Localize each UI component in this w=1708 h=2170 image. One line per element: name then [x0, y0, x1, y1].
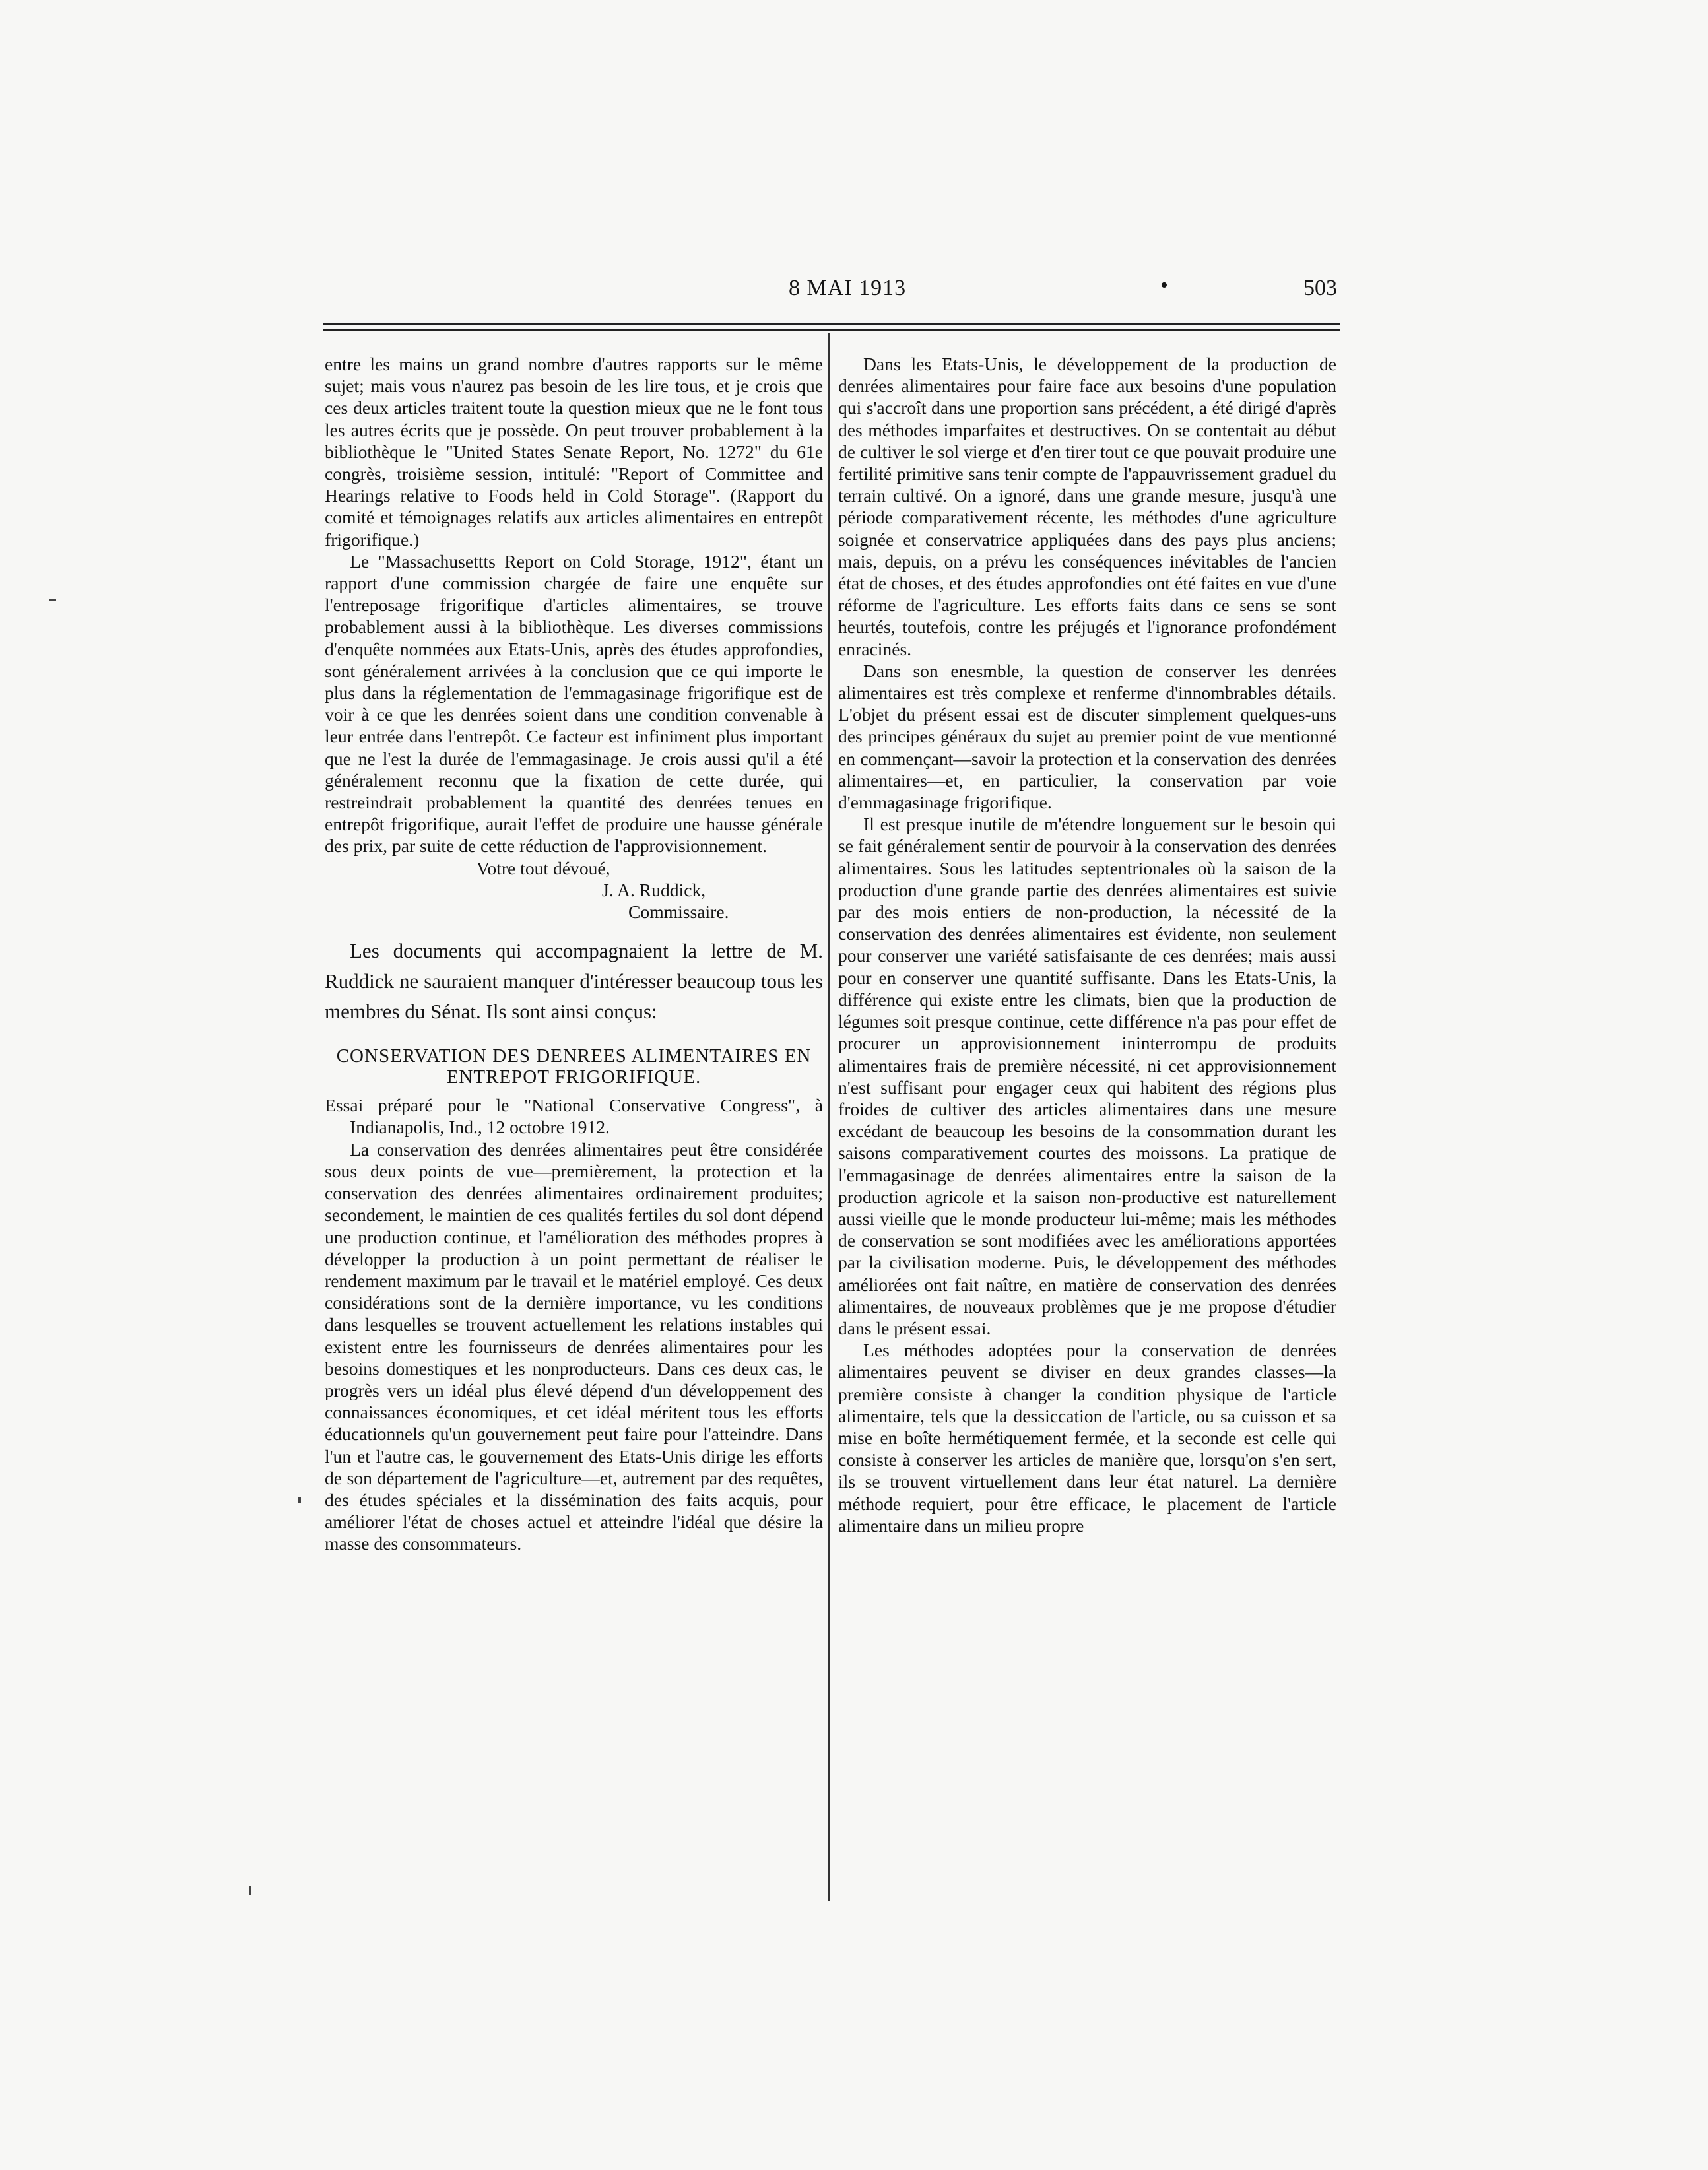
letter-closing: Votre tout dévoué,	[476, 857, 610, 878]
essay-heading: CONSERVATION DES DENREES ALIMENTAIRES EN ENTREPOT FRIGORIFIQUE.	[336, 1045, 812, 1088]
letter-paragraph: entre les mains un grand nombre d'autres rapports sur le même sujet; mais vous n'aurez pas besoin de les lire tous, et je crois que ces deux articles traitent toute la question mieux que ne le font tous les autres écrits que je possède. On peut trouver probablement à la bibliothèque le "United States Senate Report, No. 1272" du 61e congrès, troisième session, intitulé: "Report of Committee and Hearings relative to Foods held in Cold Storage". (Rapport du comité et témoignages relatifs aux articles alimentaires en entrepôt frigorifique.)	[325, 354, 823, 550]
essay-paragraph: Les méthodes adoptées pour la conservation de denrées alimentaires peuvent se diviser en deux grandes classes—la première consiste à changer la condition physique de l'article alimentaire, tels que la dessiccation de l'article, ou sa cuisson et sa mise en boîte hermétiquement fermée, et la seconde est celle qui consiste à conserver les articles de manière que, lorsqu'on s'en sert, ils se trouvent virtuellement dans leur état naturel. La dernière méthode requiert, pour être efficace, le placement de l'article alimentaire dans un milieu propre	[838, 1340, 1336, 1536]
column-divider	[828, 333, 830, 1901]
essay-intro: Essai préparé pour le "National Conservative Congress", à Indianapolis, Ind., 12 octobre 1912.	[325, 1095, 823, 1138]
page-header	[323, 271, 1340, 310]
letter-paragraph: Le "Massachusettts Report on Cold Storage, 1912", étant un rapport d'une commission chargée de faire une enquête sur l'entreposage frigorifique d'articles alimentaires, se trouve probablement aussi à la bibliothèque. Les diverses commissions d'enquête nommées aux Etats-Unis, après des études approfondies, sont généralement arrivées à la conclusion que ce qui importe le plus dans la réglementation de l'emmagasinage frigorifique est de voir à ce que les denrées soient dans une condition convenable à leur entrée dans l'entrepôt. Ce facteur est infiniment plus important que ne l'est la durée de l'emmagasinage. Je crois aussi qu'il a été généralement reconnu que la fixation de cette durée, qui restreindrait probablement la quantité des denrées tenues en entrepôt frigorifique, aurait l'effet de produire une hausse générale des prix, par suite de cette réduction de l'approvisionnement.	[325, 550, 823, 857]
signature-title: Commissaire.	[628, 902, 729, 923]
essay-paragraph: Dans son enesmble, la question de conserver les denrées alimentaires est très complexe et renferme d'innombrables détails. L'objet du présent essai est de discuter simplement quelques-uns des principes généraux du sujet au premier point de vue mentionné en commençant—savoir la protection et la conservation des denrées alimentaires—et, en particulier, la conservation par voie d'emmagasinage frigorifique.	[838, 660, 1336, 813]
left-column	[325, 353, 823, 1901]
margin-mark	[249, 1886, 251, 1895]
margin-mark	[298, 1497, 301, 1503]
header-rule-thick	[323, 329, 1340, 331]
margin-mark	[49, 599, 56, 601]
header-rule-thin	[323, 323, 1340, 325]
header-bullet: •	[1160, 273, 1168, 298]
right-column	[838, 353, 1336, 1901]
page-number: 503	[1303, 276, 1337, 300]
page-date: 8 MAI 1913	[789, 276, 907, 300]
senate-note: Les documents qui accompagnaient la lettre de M. Ruddick ne sauraient manquer d'intéresser beaucoup tous les membres du Sénat. Ils sont ainsi conçus:	[325, 939, 823, 1024]
signature-name: J. A. Ruddick,	[602, 879, 706, 900]
essay-paragraph: Dans les Etats-Unis, le développement de la production de denrées alimentaires pour faire face aux besoins d'une population qui s'accroît dans une proportion sans précédent, a été dirigé d'après des méthodes imparfaites et destructives. On se contentait au début de cultiver le sol vierge et d'en tirer tout ce que pouvait produire une fertilité primitive sans tenir compte de l'appauvrissement graduel du terrain cultivé. On a ignoré, dans une grande mesure, jusqu'à une période comparativement récente, les méthodes d'une agriculture soignée et conservatrice appliquées dans des pays plus anciens; mais, depuis, on a prévu les conséquences inévitables de l'ancien état de choses, et des études approfondies ont été faites en vue d'une réforme de l'agriculture. Les efforts faits dans ce sens se sont heurtés, toutefois, contre les préjugés et l'ignorance profondément enracinés.	[838, 354, 1336, 659]
essay-paragraph: Il est presque inutile de m'étendre longuement sur le besoin qui se fait généralement sentir de pourvoir à la conservation des denrées alimentaires. Sous les latitudes septentrionales où la saison de la production d'une grande partie des denrées alimentaires est suivie par des mois entiers de non-production, la nécessité de la conservation des denrées alimentaires est évidente, non seulement pour conserver une variété satisfaisante de ces denrées; mais aussi pour en conserver une quantité suffisante. Dans les Etats-Unis, la différence qui existe entre les climats, bien que la production de légumes soit presque continue, cette différence n'a pas pour effet de procurer un approvisionnement ininterrompu de produits alimentaires frais de première nécessité, ni cet approvisionnement n'est suffisant pour engager ceux qui habitent des régions plus froides de cultiver des articles alimentaires dans une mesure excédant de beaucoup les besoins de la consommation durant les saisons comparativement courtes des moissons. La pratique de l'emmagasinage de denrées alimentaires entre la saison de la production agricole et la saison non-productive est naturellement aussi vieille que le monde producteur lui-même; mais les méthodes de conservation se sont modifiées avec les améliorations apportées par la civilisation moderne. Puis, le développement des méthodes améliorées ont fait naître, en matière de conservation des denrées alimentaires, de nouveaux problèmes que je me propose d'étudier dans le présent essai.	[838, 814, 1336, 1338]
essay-paragraph: La conservation des denrées alimentaires peut être considérée sous deux points de vue—premièrement, la protection et la conservation des denrées alimentaires ordinairement produites; secondement, le maintien de ces qualités fertiles du sol dont dépend une production continue, et l'amélioration des méthodes propres à développer la production à un point permettant de réaliser le rendement maximum par le travail et le matériel employé. Ces deux considérations sont de la dernière importance, vu les conditions dans lesquelles se trouvent actuellement les relations instables qui existent entre les fournisseurs de denrées alimentaires pour les besoins domestiques et les nonproducteurs. Dans ces deux cas, le progrès vers un idéal plus élevé dépend d'un développement des connaissances économiques, et cet idéal méritent tous les efforts éducationnels qu'un gouvernement peut faire pour l'atteindre. Dans l'un et l'autre cas, le gouvernement des Etats-Unis dirige les efforts de son département de l'agriculture—et, autrement par des requêtes, des études spéciales et la dissémination des faits acquis, pour améliorer l'état de choses actuel et atteindre l'idéal que désire la masse des consommateurs.	[325, 1138, 823, 1554]
